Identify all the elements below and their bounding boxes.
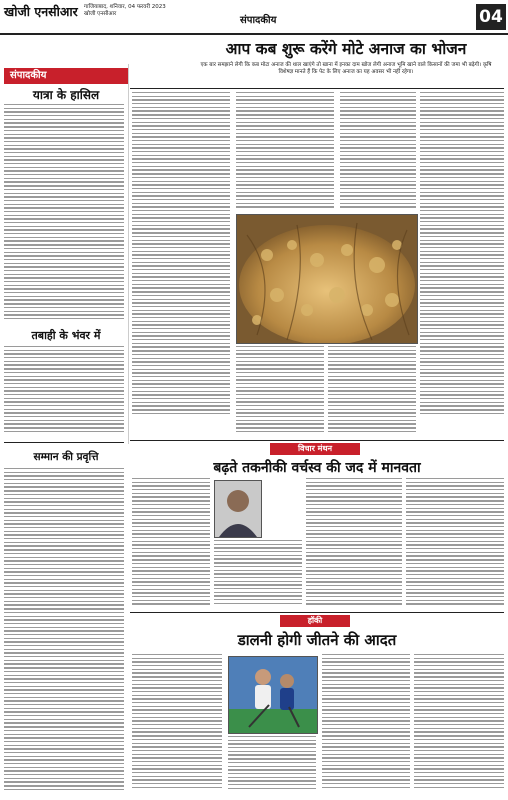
sports-top-rule xyxy=(130,612,504,613)
lead-body-col-1 xyxy=(132,92,230,422)
masthead-rule xyxy=(0,33,508,35)
hockey-illustration xyxy=(229,657,317,733)
left-lower-body xyxy=(4,468,124,794)
author-photo xyxy=(214,480,262,538)
millet-illustration xyxy=(237,215,417,343)
vichar-top-rule xyxy=(130,440,504,441)
lead-body-col-3 xyxy=(340,92,416,212)
vichar-body-col-2 xyxy=(214,540,302,608)
lead-headline: आप कब शुरू करेंगे मोटे अनाज का भोजन xyxy=(225,40,467,58)
dateline xyxy=(84,4,166,18)
editorial-banner: संपादकीय xyxy=(4,68,128,84)
sports-body-col-3 xyxy=(322,654,410,794)
lead-body-col-2 xyxy=(236,92,334,212)
editorial-headline: यात्रा के हासिल xyxy=(32,88,100,102)
editorial-subhead: तबाही के भंवर में xyxy=(31,329,101,342)
dateline-paper: खोजी एनसीआर xyxy=(84,11,117,17)
vichar-band: विचार मंथन xyxy=(270,443,360,455)
millet-photo xyxy=(236,214,418,344)
vichar-headline: बढ़ते तकनीकी वर्चस्व की जद में मानवता xyxy=(213,460,421,476)
section-title: संपादकीय xyxy=(240,15,277,26)
brand-name: खोजी एनसीआर xyxy=(4,4,78,19)
lead-body-col-5 xyxy=(236,346,324,436)
editorial-body-2 xyxy=(4,346,124,436)
deck-rule xyxy=(130,88,504,89)
sports-band: हॉकी xyxy=(280,615,350,627)
lead-body-col-6 xyxy=(328,346,416,436)
sports-body-col-2 xyxy=(228,736,316,794)
sports-body-col-1 xyxy=(132,654,222,794)
dateline-date: गाजियाबाद, शनिवार, 04 फरवरी 2023 xyxy=(84,4,166,10)
left-lower-rule xyxy=(4,442,124,443)
editorial-body xyxy=(4,104,124,324)
vichar-body-col-1 xyxy=(132,478,210,608)
author-portrait xyxy=(215,481,261,537)
masthead xyxy=(0,0,508,34)
vichar-body-col-3 xyxy=(306,478,402,608)
sports-body-col-4 xyxy=(414,654,504,794)
column-rule xyxy=(128,64,129,444)
vichar-body-col-4 xyxy=(406,478,504,608)
hockey-photo xyxy=(228,656,318,734)
lead-body-col-4 xyxy=(420,92,504,422)
page-number: 04 xyxy=(476,4,506,30)
lead-deck: एक बार समझाने लेगी कि कब मोटा अनाज की थाल खाएंगे तो खाना में इनका दाम खोज लेगी अनाज भूमि खाने वाले किसानों की जमा भी बढ़ेगी। कृषि विशेषज्ञ मानते हैं कि पेट के लिए अनाज का यह अवसर भी नहीं रहेगा। xyxy=(200,62,492,76)
sports-headline: डालनी होगी जीतने की आदत xyxy=(237,631,397,649)
middle-subhead: सम्मान की प्रवृत्ति xyxy=(33,451,99,463)
